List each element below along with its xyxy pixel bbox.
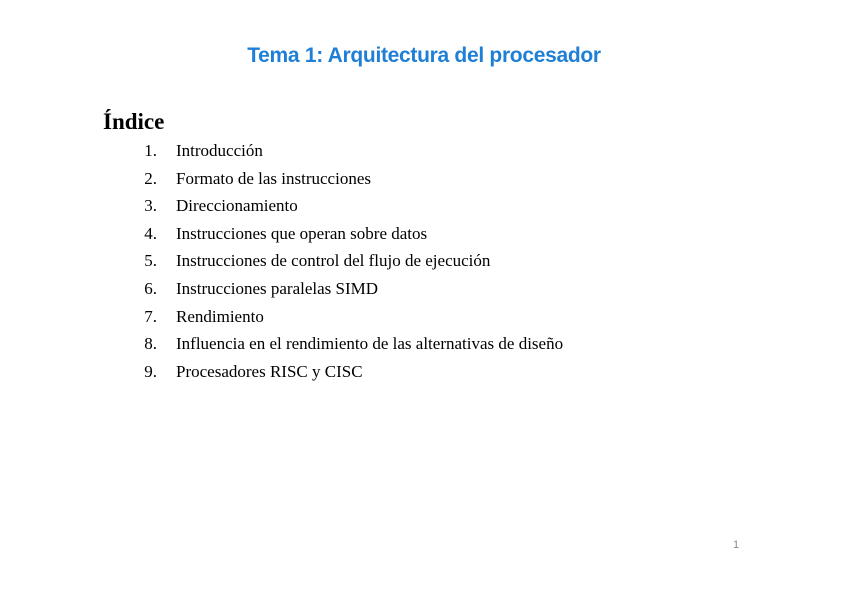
index-item-text: Introducción (176, 141, 263, 160)
index-item-text: Instrucciones que operan sobre datos (176, 223, 428, 243)
index-item-number: 7. (144, 306, 157, 326)
slide-title: Tema 1: Arquitectura del procesador (247, 44, 601, 67)
index-item-number: 5. (144, 251, 157, 271)
index-item-number: 9. (144, 361, 157, 381)
index-item-text: Instrucciones de control del flujo de ejecución (176, 251, 491, 271)
index-item-number: 3. (144, 196, 157, 216)
index-item-text: Formato de las instrucciones (176, 168, 371, 188)
index-item-text: Influencia en el rendimiento de las alternativas de diseño (176, 334, 564, 354)
index-item-text: Procesadores RISC y CISC (176, 361, 363, 381)
index-item-text: Instrucciones paralelas SIMD (176, 278, 379, 298)
index-item-number: 1. (144, 141, 157, 160)
page-number: 1 (733, 539, 740, 551)
index-item-number: 2. (144, 168, 157, 188)
index-heading: Índice (103, 109, 165, 134)
index-item-number: 8. (144, 334, 157, 354)
index-item-text: Rendimiento (176, 306, 264, 326)
index-item-text: Direccionamiento (176, 196, 298, 216)
index-item-number: 6. (144, 278, 157, 298)
index-item-number: 4. (144, 223, 157, 243)
